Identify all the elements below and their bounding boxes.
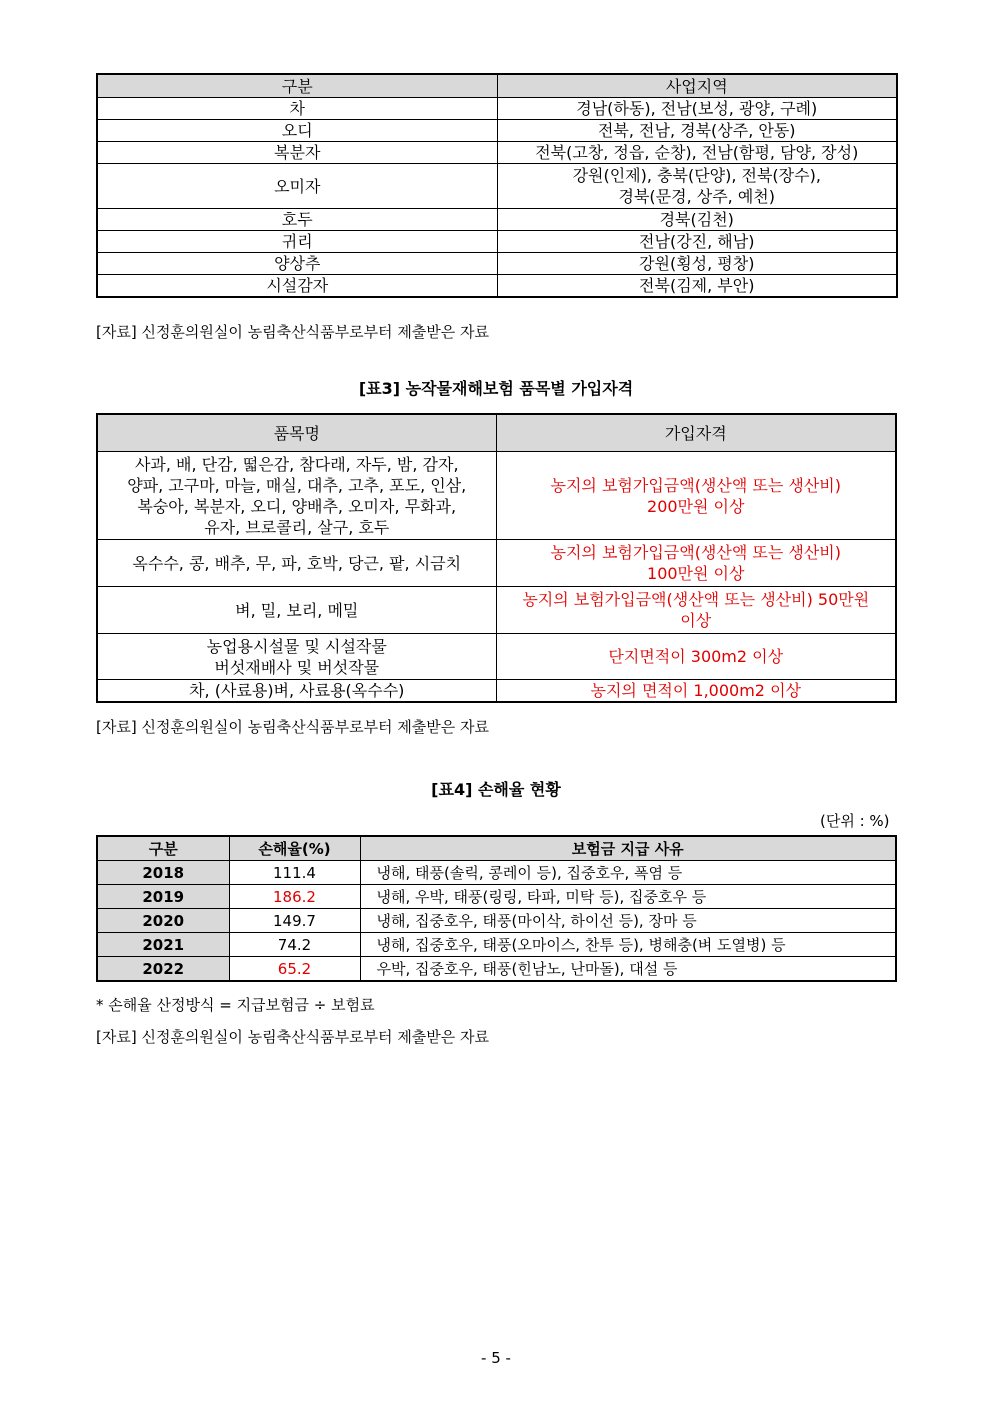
header-year: 구분	[97, 836, 229, 861]
table-row: 귀리 전남(강진, 해남)	[97, 231, 897, 253]
table-row: 복분자 전북(고창, 정읍, 순창), 전남(함평, 담양, 장성)	[97, 142, 897, 164]
table-row: 2018 111.4 냉해, 태풍(솔릭, 콩레이 등), 집중호우, 폭염 등	[97, 861, 896, 885]
header-loss-ratio: 손해율(%)	[229, 836, 360, 861]
table4-title: [표4] 손해율 현황	[431, 780, 561, 799]
header-reason: 보험금 지급 사유	[360, 836, 896, 861]
table-row: 2019 186.2 냉해, 우박, 태풍(링링, 타파, 미탁 등), 집중호우 등	[97, 885, 896, 909]
qualification-table	[96, 413, 897, 703]
table-row: 호두 경북(김천)	[97, 209, 897, 231]
table-row: 차 경남(하동), 전남(보성, 광양, 구례)	[97, 98, 897, 120]
table-row: 벼, 밀, 보리, 메밀 농지의 보험가입금액(생산액 또는 생산비) 50만원 이상	[97, 587, 896, 634]
header-region: 사업지역	[497, 74, 897, 98]
table-row: 2022 65.2 우박, 집중호우, 태풍(힌남노, 난마돌), 대설 등	[97, 957, 896, 982]
table-row: 시설감자 전북(김제, 부안)	[97, 275, 897, 298]
table-row: 양상추 강원(횡성, 평창)	[97, 253, 897, 275]
table-row: 농업용시설물 및 시설작물 버섯재배사 및 버섯작물 단지면적이 300m2 이상	[97, 634, 896, 680]
page-number: - 5 -	[481, 1349, 511, 1367]
table-row: 사과, 배, 단감, 떫은감, 참다래, 자두, 밤, 감자, 양파, 고구마, 마늘, 매실, 대추, 고추, 포도, 인삼, 복숭아, 복분자, 오디, 양배추, 오미자, 무화과, 유자, 브로콜리, 살구, 호두 농지의 보험가입금액(생산액 또는 생산비) 200만원 이상	[97, 452, 896, 540]
header-qualification: 가입자격	[496, 414, 896, 452]
formula-footnote: * 손해율 산정방식 = 지급보험금 ÷ 보험료	[96, 996, 375, 1014]
table-row: 오디 전북, 전남, 경북(상주, 안동)	[97, 120, 897, 142]
table-row: 차, (사료용)벼, 사료용(옥수수) 농지의 면적이 1,000m2 이상	[97, 680, 896, 703]
table-row: 2021 74.2 냉해, 집중호우, 태풍(오마이스, 찬투 등), 병해충(벼 도열병) 등	[97, 933, 896, 957]
table-row: 2020 149.7 냉해, 집중호우, 태풍(마이삭, 하이선 등), 장마 등	[97, 909, 896, 933]
table3-title: [표3] 농작물재해보험 품목별 가입자격	[358, 379, 634, 398]
table-row: 오미자 강원(인제), 충북(단양), 전북(장수), 경북(문경, 상주, 예천)	[97, 164, 897, 209]
source-note-4: [자료] 신정훈의원실이 농림축산식품부로부터 제출받은 자료	[96, 1028, 490, 1046]
table-row: 옥수수, 콩, 배추, 무, 파, 호박, 당근, 팥, 시금치 농지의 보험가입금액(생산액 또는 생산비) 100만원 이상	[97, 540, 896, 587]
source-note-3: [자료] 신정훈의원실이 농림축산식품부로부터 제출받은 자료	[96, 718, 490, 736]
loss-ratio-table	[96, 835, 897, 982]
header-item-name: 품목명	[97, 414, 496, 452]
unit-label: (단위 : %)	[820, 812, 890, 830]
header-category: 구분	[97, 74, 497, 98]
region-table	[96, 73, 898, 298]
source-note-1: [자료] 신정훈의원실이 농림축산식품부로부터 제출받은 자료	[96, 323, 490, 341]
